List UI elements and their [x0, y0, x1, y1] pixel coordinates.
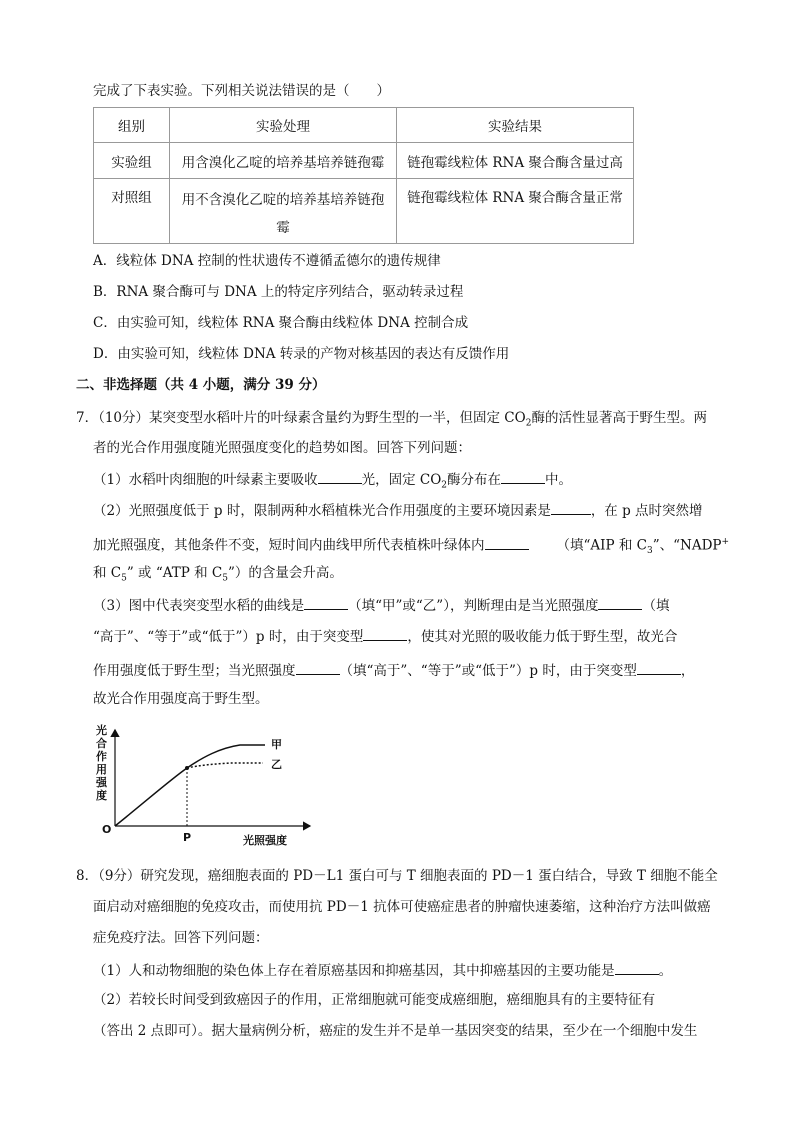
table-cell [170, 179, 397, 244]
experiment-table [93, 107, 634, 244]
series-jia-label: 甲 [271, 738, 282, 751]
table-cell: 对照组 [94, 179, 170, 244]
y-label-char: 作 [96, 750, 107, 763]
table-cell-wrap: 霉 [276, 220, 290, 236]
answer-blank [551, 499, 591, 515]
q8-sub2-line1: （2）若较长时间受到致癌因子的作用，正常细胞就可能变成癌细胞，癌细胞具有的主要特征有 [93, 992, 656, 1008]
answer-blank [598, 594, 642, 610]
q7-stem-line2: 者的光合作用强度随光照强度变化的趋势如图。回答下列问题： [93, 440, 471, 456]
answer-blank [615, 959, 659, 975]
q7-sub3-line1: （3）图中代表突变型水稻的曲线是 （填“甲”或“乙”），判断理由是当光照强度 （填 [93, 594, 669, 616]
q7-sub2-line2: 加光照强度，其他条件不变，短时间内曲线甲所代表植株叶绿体内 （填“AIP 和 $C_3$”、“NADP+ [93, 532, 729, 561]
answer-blank [296, 659, 340, 675]
option-d: D．由实验可知，线粒体 DNA 转录的产物对核基因的表达有反馈作用 [93, 346, 510, 362]
option-c: C．由实验可知，线粒体 RNA 聚合酶由线粒体 DNA 控制合成 [93, 315, 469, 331]
x-axis-label: 光照强度 [243, 834, 287, 847]
y-label-char: 合 [96, 737, 107, 750]
table-header: 实验结果 [397, 108, 634, 143]
table-cell: 链孢霉线粒体 RNA 聚合酶含量过高 [397, 143, 634, 179]
series-yi-label: 乙 [271, 758, 282, 771]
answer-blank [304, 594, 348, 610]
q8-sub1: （1）人和动物细胞的染色体上存在着原癌基因和抑癌基因，其中抑癌基因的主要功能是 。 [93, 959, 672, 981]
y-label-char: 光 [96, 724, 107, 737]
table-cell: 用含溴化乙啶的培养基培养链孢霉 [170, 143, 397, 179]
q8-stem-line3: 症免疫疗法。回答下列问题： [93, 930, 269, 946]
q8-stem-line2: 面启动对癌细胞的免疫攻击，而使用抗 PD－1 抗体可使癌症患者的肿瘤快速萎缩，这种治疗方法叫做癌 [93, 899, 711, 915]
table-cell-text: 用不含溴化乙啶的培养基培养链孢 [181, 192, 385, 208]
intersection-point [185, 766, 189, 770]
option-a: A．线粒体 DNA 控制的性状遗传不遵循孟德尔的遗传规律 [93, 253, 441, 269]
y-label-char: 用 [96, 763, 107, 776]
q8-stem-line1: 8．（9分）研究发现，癌细胞表面的 PD－L1 蛋白可与 T 细胞表面的 PD－1 蛋白结合，导致 T 细胞不能全 [76, 868, 718, 884]
x-tick-label: P [183, 831, 192, 844]
q7-sub3-line4: 故光合作用强度高于野生型。 [93, 691, 269, 707]
table-header: 实验处理 [170, 108, 397, 143]
table-header: 组别 [94, 108, 170, 143]
option-b: B．RNA 聚合酶可与 DNA 上的特定序列结合，驱动转录过程 [93, 284, 464, 300]
light-photosynthesis-chart [95, 720, 325, 850]
answer-blank [318, 468, 362, 484]
q7-sub3-line2: “高于”、“等于”或“低于”）p 时，由于突变型 ，使其对光照的吸收能力低于野生型，故光合 [93, 625, 677, 647]
answer-blank [485, 534, 529, 550]
q7-sub3-line3: 作用强度低于野生型；当光照强度 （填“高于”、“等于”或“低于”）p 时，由于突变型 ， [93, 659, 694, 681]
series-yi-line [187, 763, 263, 768]
answer-blank [501, 468, 545, 484]
q7-sub2-line3: 和 $C_5$” 或 “ATP 和 $C_5$”）的含量会升高。 [93, 565, 343, 584]
table-cell: 链孢霉线粒体 RNA 聚合酶含量正常 [397, 179, 634, 244]
answer-blank [637, 659, 681, 675]
q7-sub1: （1）水稻叶肉细胞的叶绿素主要吸收 光，固定 $CO_2$酶分布在 中。 [93, 468, 572, 496]
y-label-char: 强 [96, 776, 107, 789]
series-jia-line [115, 745, 265, 826]
y-axis-label [95, 723, 108, 802]
question-intro: 完成了下表实验。下列相关说法错误的是（ ） [93, 83, 390, 99]
y-label-char: 度 [96, 789, 107, 802]
origin-label: O [102, 823, 112, 836]
q7-stem-line1: 7．（10分）某突变型水稻叶片的叶绿素含量约为野生型的一半，但固定 $CO_2$酶的活性显著高于野生型。两 [76, 410, 707, 429]
section-title: 二、非选择题（共 4 小题，满分 39 分） [76, 377, 326, 393]
table-cell: 实验组 [94, 143, 170, 179]
q8-sub2-line2: （答出 2 点即可）。据大量病例分析，癌症的发生并不是单一基因突变的结果，至少在一个细胞中发生 [93, 1023, 698, 1039]
q7-sub2-line1: （2）光照强度低于 p 时，限制两种水稻植株光合作用强度的主要环境因素是 ，在 p 点时突然增 [93, 499, 703, 521]
answer-blank [363, 625, 407, 641]
